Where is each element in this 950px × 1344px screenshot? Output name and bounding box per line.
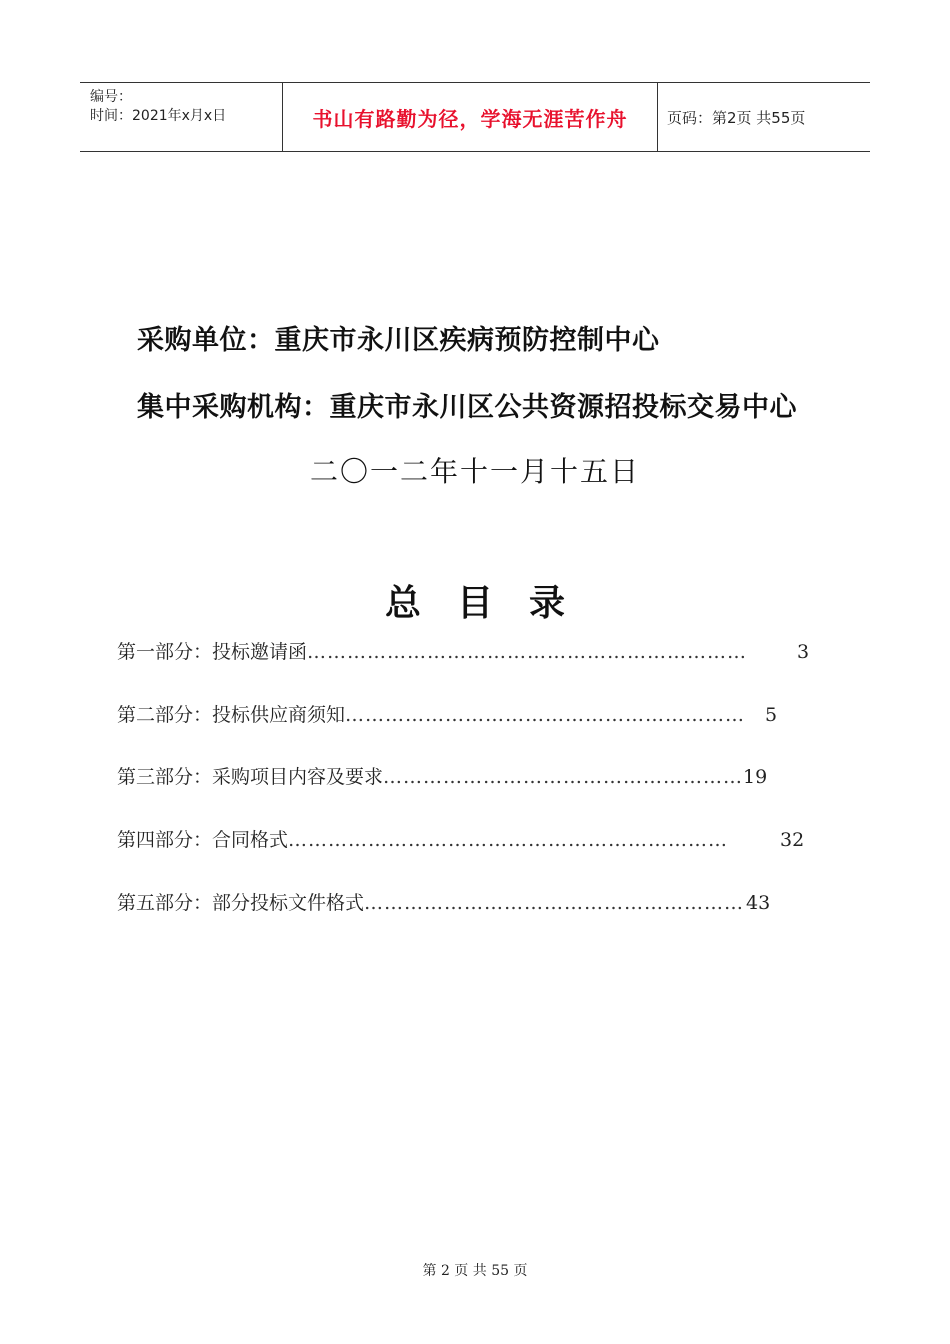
toc-item-label: 第五部分：部分投标文件格式 [117,892,365,914]
toc-item-page: 3 [797,641,810,663]
toc-title: 总目录 [384,583,601,624]
toc-item[interactable] [117,700,777,727]
page-footer: 第 2 页 共 55 页 [422,1263,528,1279]
toc-item-label: 第二部分：投标供应商须知 [117,704,346,726]
toc-item-label: 第四部分：合同格式 [117,829,289,851]
document-date: 二〇一二年十一月十五日 [309,455,640,488]
toc-item[interactable] [117,888,770,915]
toc-item-leader: ………………………………………………………… [288,829,729,851]
header-motto-cell [282,83,658,151]
page-code: 页码：第2页 共55页 [667,109,806,127]
toc-item-leader: ……………………………………………… [383,766,744,788]
toc-item-leader: ………………………………………………………… [307,641,748,663]
toc-item-leader: …………………………………………………… [345,704,746,726]
header-table [80,82,870,152]
toc-item-page: 5 [765,704,778,726]
toc-item-label: 第三部分：采购项目内容及要求 [117,766,384,788]
toc-item[interactable] [117,825,804,852]
toc-item-label: 第一部分：投标邀请函 [117,641,308,663]
toc-item[interactable] [117,762,767,789]
time-label: 时间：2021年x月x日 [90,108,227,124]
number-label: 编号： [90,89,132,105]
toc-item-page: 19 [743,766,768,788]
purchasing-unit: 采购单位：重庆市永川区疾病预防控制中心 [137,325,660,356]
header-info-cell [80,83,282,151]
motto-text: 书山有路勤为径，学海无涯苦作舟 [312,107,628,131]
toc-item-page: 43 [746,892,771,914]
header-page-cell [657,83,870,151]
toc-item-leader: ………………………………………………… [364,892,745,914]
procurement-agency: 集中采购机构：重庆市永川区公共资源招投标交易中心 [137,392,797,423]
toc-item-page: 32 [780,829,805,851]
toc-item[interactable] [117,637,809,664]
